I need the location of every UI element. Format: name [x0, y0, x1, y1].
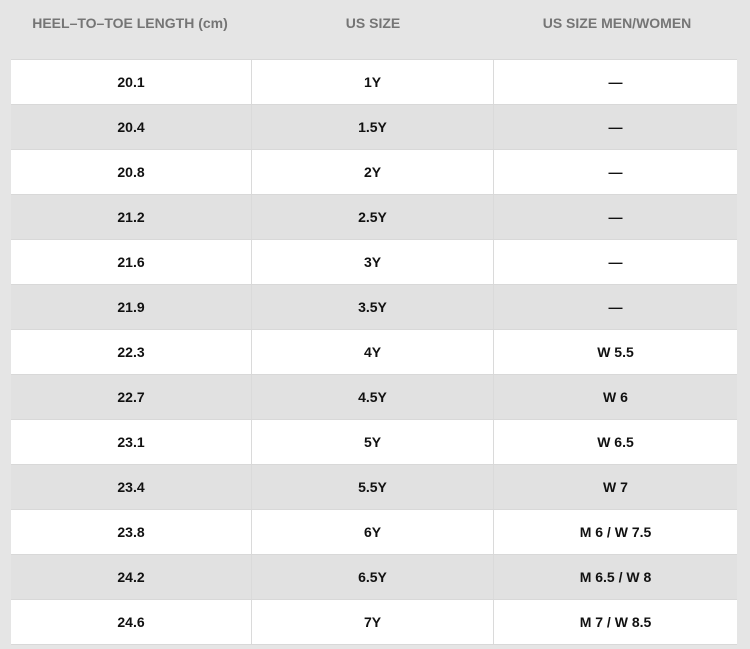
cell-us-size: 2Y	[252, 150, 494, 194]
header-us-size-men-women: US SIZE MEN/WOMEN	[542, 14, 692, 31]
cell-heel-to-toe-length: 21.9	[11, 285, 252, 329]
cell-us-size-men-women: M 7 / W 8.5	[579, 614, 652, 630]
cell-us-size: 2.5Y	[252, 195, 494, 239]
cell-us-size: 4.5Y	[252, 375, 494, 419]
table-row	[11, 600, 737, 645]
table-row	[11, 420, 737, 465]
table-row	[11, 555, 737, 600]
cell-heel-to-toe-length: 23.4	[11, 465, 252, 509]
cell-heel-to-toe-length: 20.1	[11, 60, 252, 104]
cell-heel-to-toe-length: 21.2	[11, 195, 252, 239]
cell-heel-to-toe-length: 23.8	[11, 510, 252, 554]
cell-us-size: 1.5Y	[252, 105, 494, 149]
header-heel-to-toe-length: HEEL–TO–TOE LENGTH (cm)	[32, 14, 228, 31]
cell-us-size: 3Y	[252, 240, 494, 284]
cell-us-size-men-women: —	[608, 164, 623, 180]
cell-us-size-men-women: —	[608, 209, 623, 225]
cell-us-size: 6Y	[252, 510, 494, 554]
cell-heel-to-toe-length: 20.8	[11, 150, 252, 194]
cell-us-size-men-women: —	[608, 74, 623, 90]
table-row	[11, 285, 737, 330]
cell-us-size: 5Y	[252, 420, 494, 464]
cell-heel-to-toe-length: 24.2	[11, 555, 252, 599]
table-row	[11, 330, 737, 375]
cell-us-size-men-women: W 6	[603, 389, 628, 405]
cell-us-size: 3.5Y	[252, 285, 494, 329]
cell-us-size-men-women: W 6.5	[597, 434, 634, 450]
cell-heel-to-toe-length: 22.3	[11, 330, 252, 374]
header-us-size: US SIZE	[345, 14, 401, 31]
cell-us-size-men-women: W 7	[603, 479, 628, 495]
cell-heel-to-toe-length: 20.4	[11, 105, 252, 149]
cell-heel-to-toe-length: 22.7	[11, 375, 252, 419]
table-row	[11, 240, 737, 285]
cell-us-size: 1Y	[252, 60, 494, 104]
cell-heel-to-toe-length: 21.6	[11, 240, 252, 284]
cell-us-size-men-women: M 6 / W 7.5	[579, 524, 652, 540]
table-row	[11, 510, 737, 555]
cell-heel-to-toe-length: 24.6	[11, 600, 252, 644]
cell-us-size: 6.5Y	[252, 555, 494, 599]
table-row	[11, 465, 737, 510]
table-body	[11, 59, 737, 645]
table-row	[11, 60, 737, 105]
cell-us-size-men-women: W 5.5	[597, 344, 634, 360]
cell-us-size-men-women: M 6.5 / W 8	[579, 569, 652, 585]
cell-heel-to-toe-length: 23.1	[11, 420, 252, 464]
cell-us-size: 7Y	[252, 600, 494, 644]
cell-us-size-men-women: —	[608, 254, 623, 270]
cell-us-size: 5.5Y	[252, 465, 494, 509]
table-row	[11, 195, 737, 240]
table-row	[11, 150, 737, 195]
cell-us-size: 4Y	[252, 330, 494, 374]
table-row	[11, 375, 737, 420]
cell-us-size-men-women: —	[608, 119, 623, 135]
cell-us-size-men-women: —	[608, 299, 623, 315]
table-header-row	[0, 0, 750, 45]
table-row	[11, 105, 737, 150]
